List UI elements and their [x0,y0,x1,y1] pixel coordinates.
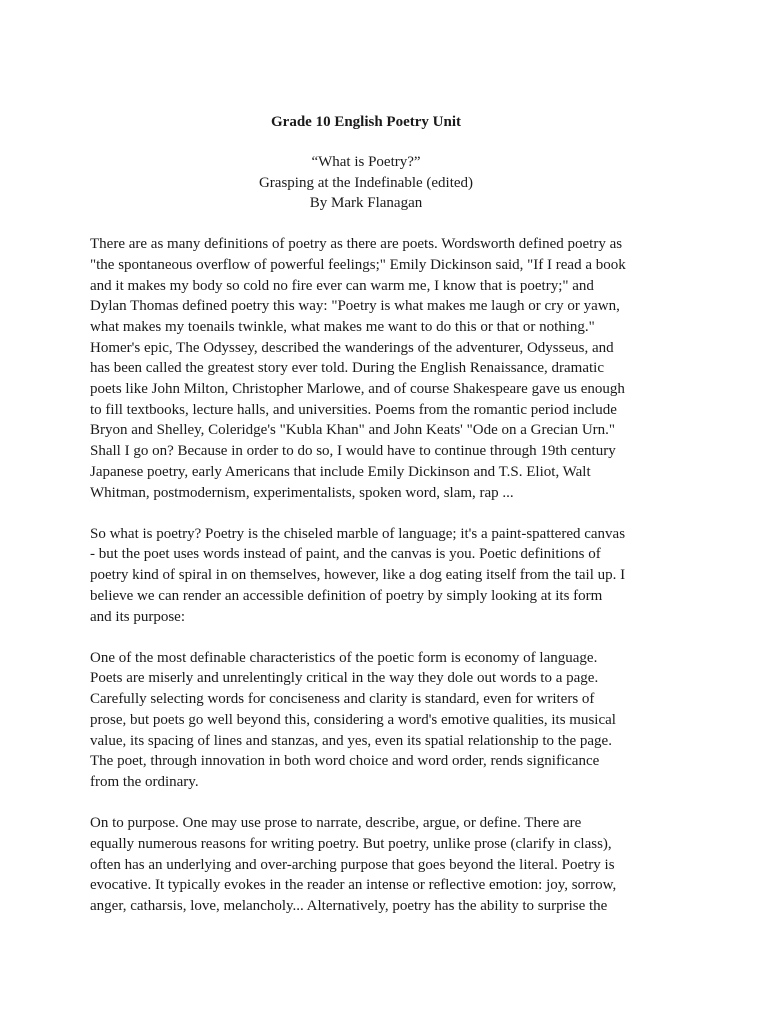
paragraph-line: Homer's epic, The Odyssey, described the wanderings of the adventurer, Odysseus, and [90,339,614,356]
essay-author: By Mark Flanagan [309,195,423,212]
paragraph-line: prose, but poets go well beyond this, considering a word's emotive qualities, its musical [90,711,616,728]
paragraph-line: evocative. It typically evokes in the reader an intense or reflective emotion: joy, sorrow, [90,877,617,894]
paragraph-line: anger, catharsis, love, melancholy... Alternatively, poetry has the ability to surprise the [90,898,608,914]
document-page [90,110,635,937]
paragraph-line: equally numerous reasons for writing poetry. But poetry, unlike prose (clarify in class), [90,835,612,852]
paragraph-line: Bryon and Shelley, Coleridge's "Kubla Khan" and John Keats' "Ode on a Grecian Urn." [90,422,616,439]
paragraph-line: and it makes my body so cold no fire ever can warm me, I know that is poetry;" and [90,277,594,294]
paragraph-line: what makes my toenails twinkle, what makes me want to do this or that or nothing." [90,318,595,335]
essay-title: “What is Poetry?” [311,154,421,170]
paragraph-line: and its purpose: [90,608,185,625]
paragraph-line: So what is poetry? Poetry is the chiseled marble of language; it's a paint-spattered canvas [90,525,626,542]
paragraph-line: One of the most definable characteristics of the poetic form is economy of language. [90,649,598,666]
paragraph-line: Shall I go on? Because in order to do so, I would have to continue through 19th century [90,443,616,460]
paragraph-line: "the spontaneous overflow of powerful feelings;" Emily Dickinson said, "If I read a book [90,256,626,273]
paragraph-line: often has an underlying and over-arching purpose that goes beyond the literal. Poetry is [90,856,615,873]
paragraph [90,648,635,793]
paragraph-line: On to purpose. One may use prose to narrate, describe, argue, or define. There are [90,815,582,832]
paragraph-line: has been called the greatest story ever told. During the English Renaissance, dramatic [90,360,604,377]
paragraph-line: Japanese poetry, early Americans that include Emily Dickinson and T.S. Eliot, Walt [90,463,591,480]
subtitle-block [90,152,635,214]
paragraph-line: to fill textbooks, lecture halls, and universities. Poems from the romantic period include [90,401,617,418]
paragraph-line: poets like John Milton, Christopher Marlowe, and of course Shakespeare gave us enough [90,381,625,398]
paragraph-line: believe we can render an accessible definition of poetry by simply looking at its form [90,587,603,604]
paragraph-line: Whitman, postmodernism, experimentalists, spoken word, slam, rap ... [90,484,514,501]
paragraph-line: There are as many definitions of poetry as there are poets. Wordsworth defined poetry as [90,236,623,253]
paragraph-line: Dylan Thomas defined poetry this way: "Poetry is what makes me laugh or cry or yawn, [90,298,620,315]
essay-subtitle: Grasping at the Indefinable (edited) [258,174,474,191]
paragraph-line: Carefully selecting words for conciseness and clarity is standard, even for writers of [90,691,595,708]
paragraph-line: The poet, through innovation in both word choice and word order, rends significance [90,753,600,770]
paragraph-line: Poets are miserly and unrelentingly critical in the way they dole out words to a page. [90,670,599,687]
paragraph-line: - but the poet uses words instead of paint, and the canvas is you. Poetic definitions of [90,546,601,563]
paragraph [90,813,635,917]
paragraph-line: from the ordinary. [90,773,199,790]
paragraph [90,234,635,503]
paragraph-line: value, its spacing of lines and stanzas, and yes, even its spatial relationship to the page. [90,732,612,749]
paragraph [90,524,635,628]
paragraph-line: poetry kind of spiral in on themselves, however, like a dog eating itself from the tail up. I [90,567,626,584]
document-title: Grade 10 English Poetry Unit [271,114,461,130]
body-text [90,234,635,917]
